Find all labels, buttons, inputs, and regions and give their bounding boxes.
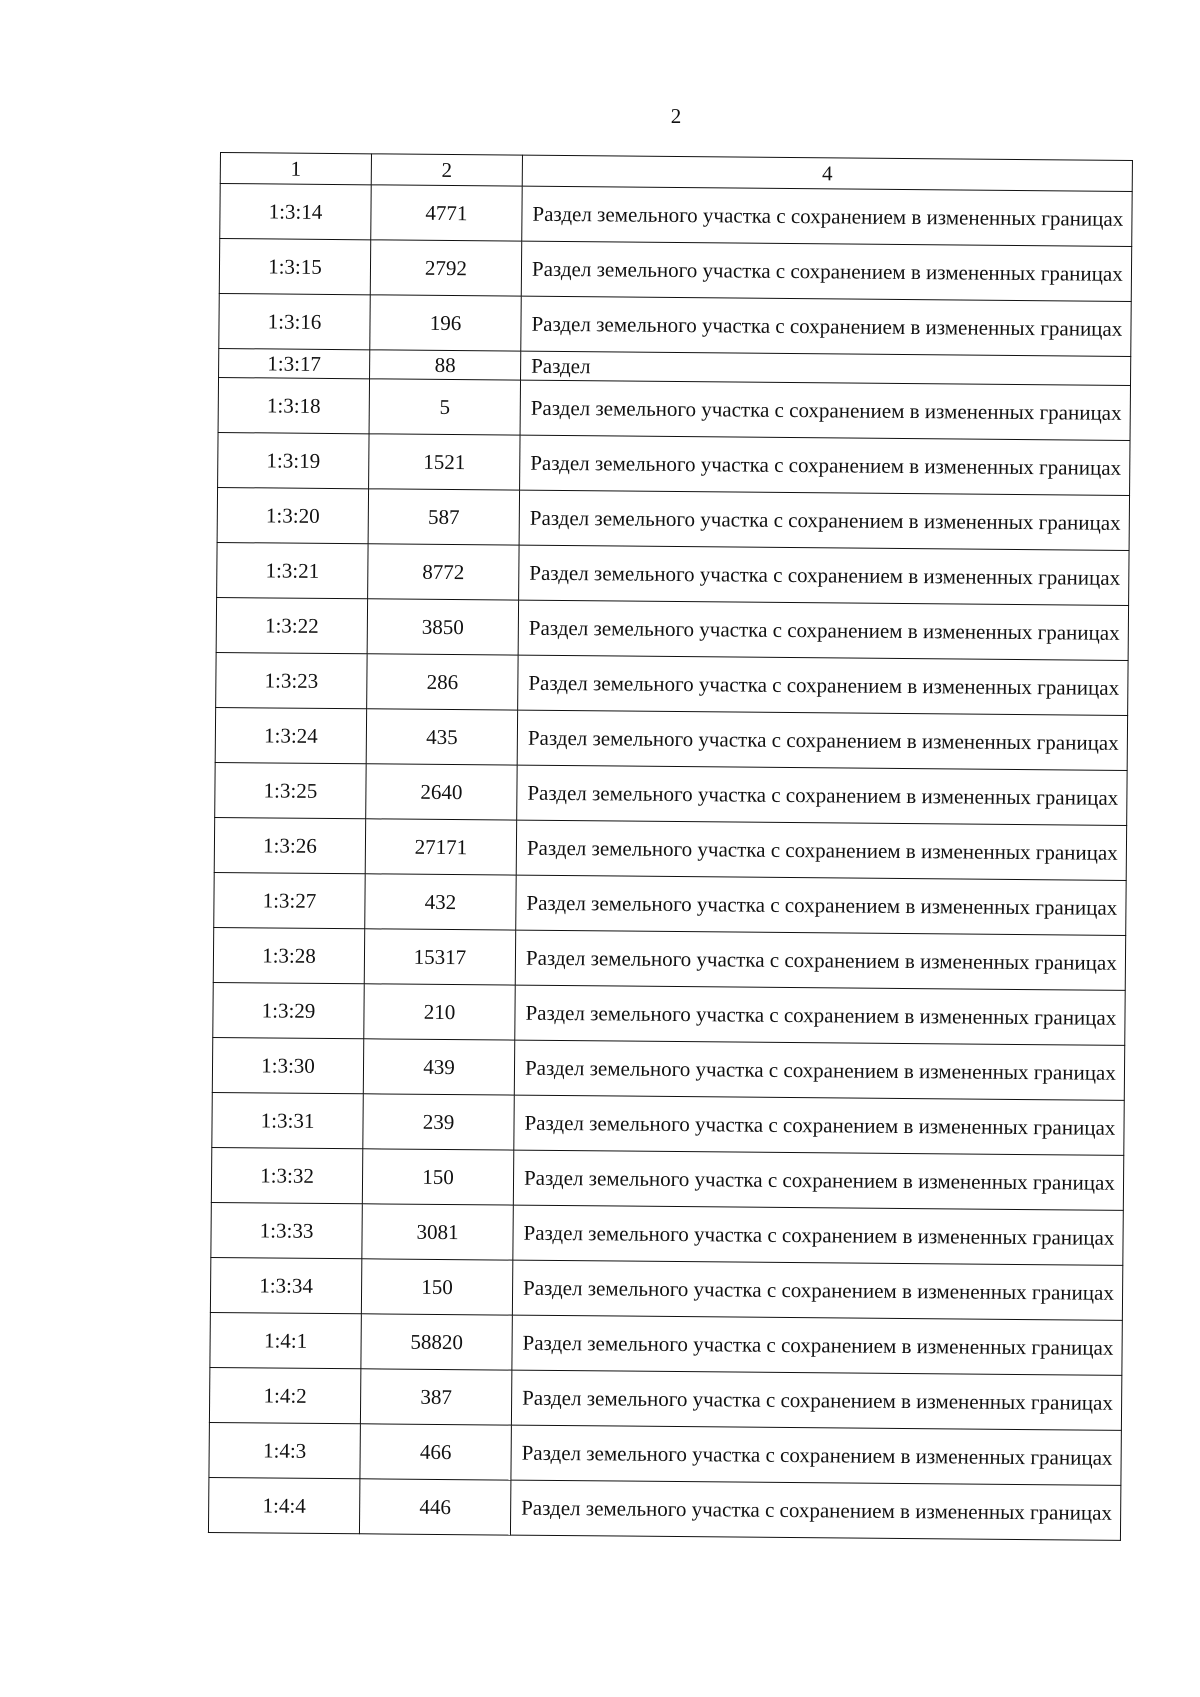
table-row (216, 652, 1128, 715)
table-row (212, 1092, 1124, 1155)
parcel-id-cell: 1:3:32 (211, 1147, 362, 1203)
description-cell: Раздел земельного участка с сохранением в измененных границах (514, 1095, 1124, 1155)
parcel-id-cell: 1:3:26 (214, 817, 365, 873)
parcel-id-cell: 1:3:22 (216, 597, 367, 653)
area-cell: 286 (367, 654, 518, 710)
table-row (215, 762, 1127, 825)
description-cell: Раздел земельного участка с сохранением в измененных границах (515, 985, 1125, 1045)
area-cell: 150 (361, 1259, 512, 1315)
parcel-id-cell: 1:3:21 (217, 542, 368, 598)
area-cell: 432 (365, 874, 516, 930)
parcel-id-cell: 1:3:29 (213, 982, 364, 1038)
area-cell: 2792 (370, 240, 521, 296)
parcel-id-cell: 1:3:19 (218, 432, 369, 488)
area-cell: 2640 (366, 764, 517, 820)
area-cell: 150 (362, 1149, 513, 1205)
area-cell: 196 (370, 295, 521, 351)
table-row (217, 487, 1129, 550)
description-cell: Раздел земельного участка с сохранением в измененных границах (521, 296, 1131, 356)
area-cell: 27171 (365, 819, 516, 875)
table-row (220, 184, 1132, 247)
table-row (214, 872, 1126, 935)
table-row (209, 1367, 1121, 1430)
parcel-id-cell: 1:3:27 (214, 872, 365, 928)
table-row (218, 432, 1130, 495)
description-cell: Раздел земельного участка с сохранением в измененных границах (522, 186, 1132, 246)
area-cell: 466 (360, 1424, 511, 1480)
description-cell: Раздел (521, 351, 1131, 385)
table-row (212, 1037, 1124, 1100)
column-header-1: 1 (220, 153, 371, 185)
parcel-id-cell: 1:4:1 (210, 1312, 361, 1368)
description-cell: Раздел земельного участка с сохранением в измененных границах (518, 600, 1128, 660)
description-cell: Раздел земельного участка с сохранением в измененных границах (511, 1370, 1121, 1430)
description-cell: Раздел земельного участка с сохранением в измененных границах (512, 1260, 1122, 1320)
description-cell: Раздел земельного участка с сохранением в измененных границах (517, 765, 1127, 825)
parcel-id-cell: 1:3:24 (215, 707, 366, 763)
description-cell: Раздел земельного участка с сохранением в измененных границах (516, 820, 1126, 880)
table-row (216, 597, 1128, 660)
parcel-id-cell: 1:3:34 (210, 1257, 361, 1313)
parcel-id-cell: 1:4:2 (209, 1367, 360, 1423)
description-cell: Раздел земельного участка с сохранением в измененных границах (512, 1315, 1122, 1375)
parcel-id-cell: 1:3:28 (213, 927, 364, 983)
parcel-id-cell: 1:4:4 (208, 1477, 359, 1533)
area-cell: 88 (370, 350, 521, 380)
table-row (214, 817, 1126, 880)
parcel-id-cell: 1:4:3 (209, 1422, 360, 1478)
area-cell: 446 (359, 1479, 510, 1535)
description-cell: Раздел земельного участка с сохранением в измененных границах (518, 655, 1128, 715)
column-header-2: 2 (371, 154, 522, 186)
parcel-id-cell: 1:3:17 (219, 348, 370, 378)
description-cell: Раздел земельного участка с сохранением в измененных границах (517, 710, 1127, 770)
area-cell: 8772 (368, 544, 519, 600)
description-cell: Раздел земельного участка с сохранением в измененных границах (519, 545, 1129, 605)
area-cell: 435 (366, 709, 517, 765)
description-cell: Раздел земельного участка с сохранением в измененных границах (515, 930, 1125, 990)
description-cell: Раздел земельного участка с сохранением в измененных границах (521, 241, 1131, 301)
parcel-table (208, 152, 1133, 1541)
area-cell: 15317 (364, 929, 515, 985)
description-cell: Раздел земельного участка с сохранением в измененных границах (520, 380, 1130, 440)
area-cell: 439 (363, 1039, 514, 1095)
parcel-id-cell: 1:3:18 (218, 377, 369, 433)
table-row (211, 1202, 1123, 1265)
parcel-id-cell: 1:3:23 (216, 652, 367, 708)
area-cell: 3081 (362, 1204, 513, 1260)
table-row (218, 377, 1130, 440)
area-cell: 5 (369, 379, 520, 435)
description-cell: Раздел земельного участка с сохранением в измененных границах (514, 1040, 1124, 1100)
parcel-id-cell: 1:3:30 (212, 1037, 363, 1093)
description-cell: Раздел земельного участка с сохранением в измененных границах (519, 490, 1129, 550)
table-row (209, 1422, 1121, 1485)
area-cell: 1521 (369, 434, 520, 490)
table-row (213, 982, 1125, 1045)
parcel-id-cell: 1:3:25 (215, 762, 366, 818)
parcel-id-cell: 1:3:14 (220, 184, 371, 240)
area-cell: 210 (364, 984, 515, 1040)
table-row (211, 1147, 1123, 1210)
table-row (213, 927, 1125, 990)
table-row (210, 1257, 1122, 1320)
description-cell: Раздел земельного участка с сохранением в измененных границах (511, 1425, 1121, 1485)
parcel-id-cell: 1:3:33 (211, 1202, 362, 1258)
table-row (208, 1477, 1120, 1540)
area-cell: 58820 (361, 1314, 512, 1370)
description-cell: Раздел земельного участка с сохранением в измененных границах (510, 1480, 1120, 1540)
description-cell: Раздел земельного участка с сохранением в измененных границах (513, 1205, 1123, 1265)
table-row (219, 293, 1131, 356)
parcel-id-cell: 1:3:20 (217, 487, 368, 543)
description-cell: Раздел земельного участка с сохранением в измененных границах (513, 1150, 1123, 1210)
area-cell: 587 (368, 489, 519, 545)
table-row (215, 707, 1127, 770)
area-cell: 3850 (367, 599, 518, 655)
page-number: 2 (670, 104, 682, 128)
parcel-id-cell: 1:3:16 (219, 293, 370, 349)
parcel-id-cell: 1:3:31 (212, 1092, 363, 1148)
description-cell: Раздел земельного участка с сохранением в измененных границах (520, 435, 1130, 495)
area-cell: 239 (363, 1094, 514, 1150)
table-row (219, 239, 1131, 302)
area-cell: 4771 (371, 185, 522, 241)
area-cell: 387 (360, 1369, 511, 1425)
description-cell: Раздел земельного участка с сохранением в измененных границах (516, 875, 1126, 935)
table-row (210, 1312, 1122, 1375)
table-row (217, 542, 1129, 605)
column-header-4: 4 (522, 155, 1132, 191)
parcel-id-cell: 1:3:15 (219, 239, 370, 295)
table-body (208, 184, 1132, 1541)
